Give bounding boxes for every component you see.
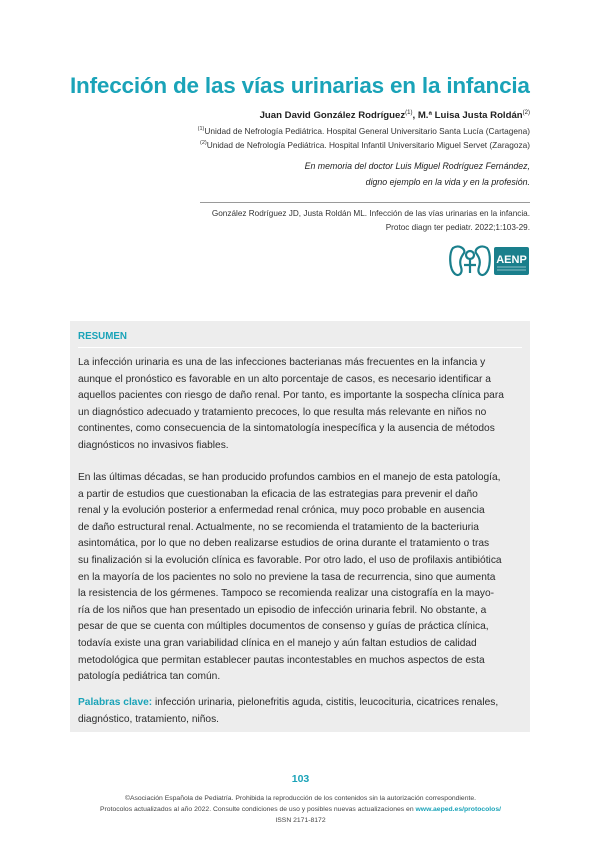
abstract-divider (78, 347, 522, 348)
author-2: M.ª Luisa Justa Roldán (417, 110, 523, 122)
keywords-label: Palabras clave: (78, 697, 153, 708)
protocols-link[interactable]: www.aeped.es/protocolos/ (415, 806, 501, 813)
paragraph-line: su finalización si la evolución clínica es favorable. Por otro lado, el uso de profilaxis antibiótica (78, 554, 502, 566)
paragraph-line: renal y la evolución posterior a enfermedad renal crónica, muy poco probable en ausencia (78, 505, 485, 517)
paragraph-line: ría de los niños que han presentado un episodio de infección urinaria febril. No obstante, a (78, 604, 487, 616)
paragraph-line: en la mayoría de los pacientes no solo no previene la tasa de recurrencia, sino que aumenta (78, 571, 496, 583)
page-number: 103 (291, 773, 310, 785)
paragraph-line: asintomática, por lo que no deben realizarse estudios de orina durante el tratamiento o tras (78, 538, 490, 550)
author-1: Juan David González Rodríguez (259, 110, 406, 122)
article-title: Infección de las vías urinarias en la infancia (70, 73, 530, 98)
paragraph-line: a partir de estudios que cuestionaban la eficacia de las estrategias para prevenir el daño (78, 488, 478, 500)
paragraph-line: pesar de que se cuenta con múltiples documentos de consenso y guías de práctica clínica, (78, 621, 489, 633)
affiliation-1-text: Unidad de Nefrología Pediátrica. Hospital General Universitario Santa Lucía (Cartagena) (204, 126, 530, 136)
keywords-text-1: infección urinaria, pielonefritis aguda, cistitis, leucocituria, cicatrices renales, (152, 697, 499, 708)
keywords (78, 695, 522, 728)
paragraph-line: de daño estructural renal. Actualmente, no se recomienda el tratamiento de la bacteriuria (78, 521, 479, 533)
keywords-text-2: diagnóstico, tratamiento, niños. (78, 713, 220, 725)
affiliation-1 (198, 126, 530, 136)
affiliation-1-mark: (1) (197, 126, 205, 133)
memoriam-line-2: digno ejemplo en la vida y en la profesión. (365, 177, 530, 187)
paragraph-line: la resistencia de los gérmenes. Tampoco se recomienda realizar una cistografía en la mayo- (78, 588, 495, 600)
abstract-paragraph-1 (78, 355, 522, 455)
paragraph-line: continentes, como consecuencia de la sintomatología inespecífica y la ausencia de métodos (78, 423, 495, 435)
paragraph-line: aunque el pronóstico es favorable en un alto porcentaje de casos, es necesario identificar a (78, 373, 491, 385)
citation-line-1: González Rodríguez JD, Justa Roldán ML. Infección de las vías urinarias en la infancia. (211, 209, 530, 218)
svg-text:AENP: AENP (496, 254, 527, 266)
paragraph-line: patología pediátrica tan común. (78, 671, 221, 683)
paragraph-line: un diagnóstico adecuado y tratamiento precoces, lo que resulta más relevante en niños no (78, 406, 487, 418)
paragraph-line: La infección urinaria es una de las infecciones bacterianas más frecuentes en la infancia y (78, 357, 486, 368)
footer-issn: ISSN 2171-8172 (275, 817, 326, 824)
abstract-paragraph-2 (78, 470, 522, 686)
paragraph-line: aquellos pacientes con riesgo de daño renal. Por tanto, es importante la sospecha clínica para (78, 390, 504, 402)
author-separator: , (412, 110, 418, 122)
affiliation-2-mark: (2) (199, 140, 207, 147)
affiliation-2 (200, 140, 530, 150)
footer-updates-text: Protocolos actualizados al año 2022. Consulte condiciones de uso y posibles nuevas actualizaciones en (100, 806, 416, 813)
author-1-affiliation-mark: (1) (405, 110, 413, 116)
aenp-logo (447, 243, 531, 279)
paragraph-line: metodológica que permitan establecer pautas incontestables en muchos aspectos de esta (78, 654, 485, 666)
paragraph-line: todavía existe una gran variabilidad clínica en el manejo y aún faltan estudios de calidad (78, 637, 477, 649)
author-2-affiliation-mark: (2) (522, 110, 530, 116)
footer-updates (0, 806, 601, 813)
footer-copyright: ©Asociación Española de Pediatría. Prohibida la reproducción de los contenidos sin la autorización correspondiente. (124, 795, 477, 802)
citation-line-2: Protoc diagn ter pediatr. 2022;1:103-29. (385, 223, 530, 232)
abstract-box (70, 321, 530, 732)
paragraph-line: En las últimas décadas, se han producido profundos cambios en el manejo de esta patología, (78, 472, 501, 483)
authors (260, 110, 530, 121)
paragraph-line: diagnósticos no invasivos fiables. (78, 439, 229, 451)
affiliation-2-text: Unidad de Nefrología Pediátrica. Hospital Infantil Universitario Miguel Servet (Zaragoza) (206, 140, 530, 150)
abstract-heading: RESUMEN (78, 331, 127, 342)
citation-divider (200, 202, 530, 203)
memoriam-line-1: En memoria del doctor Luis Miguel Rodríguez Fernández, (304, 161, 530, 171)
